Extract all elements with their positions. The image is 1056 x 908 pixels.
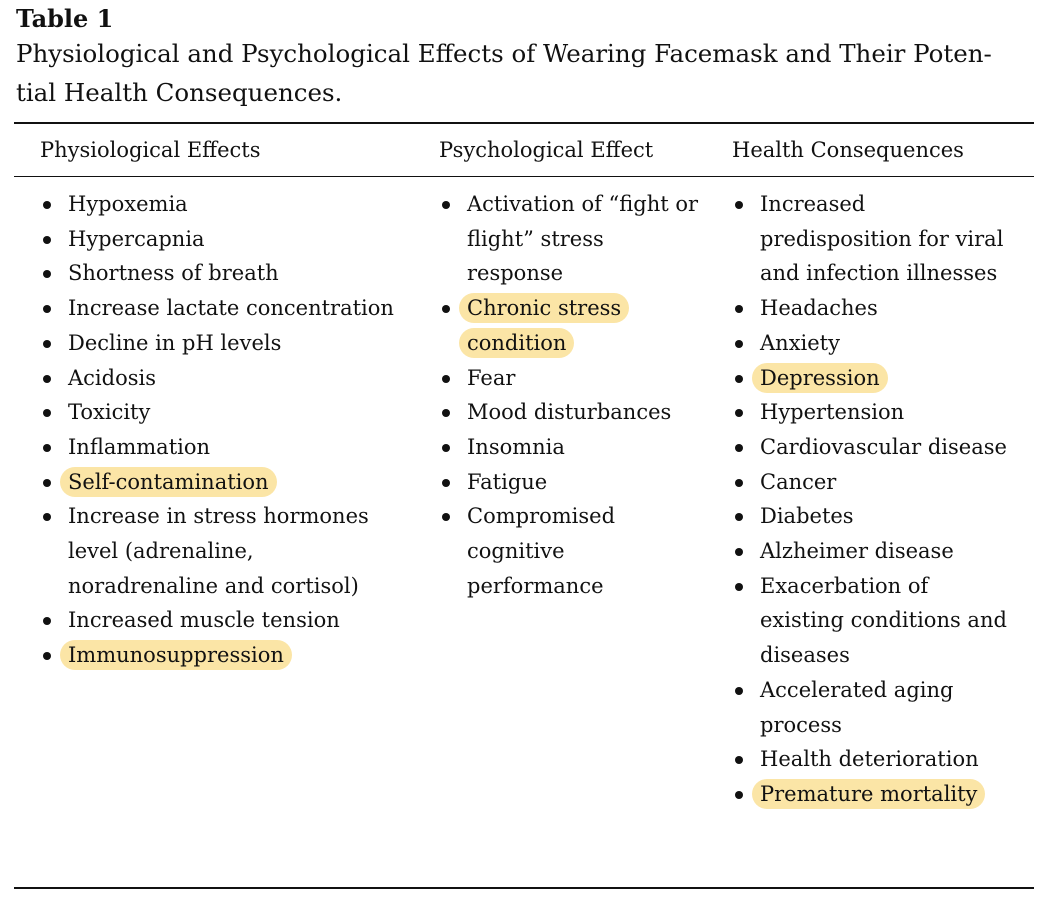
physiological-list-item [41,291,401,326]
header-health-consequences: Health Consequences [732,138,964,162]
item-text: Toxicity [68,400,151,425]
health-list-item [733,187,1018,291]
physiological-list-item [41,395,401,430]
item-text: Headaches [760,296,878,321]
item-text: Decline in pH levels [68,330,282,355]
health-list-item [733,499,1018,534]
health-list-item [733,465,1018,500]
health-list-item [733,395,1018,430]
psychological-list-item [440,187,700,291]
physiological-list-item [41,603,401,638]
health-consequences-list [733,187,1018,812]
item-text: Alzheimer disease [760,539,954,564]
header-psychological-effect: Psychological Effect [439,138,654,162]
item-text: Inflammation [68,434,211,459]
item-text: Increase lactate concentration [68,296,394,321]
psychological-list-item [440,291,700,360]
item-text: Health deterioration [760,747,979,772]
item-text: Hypoxemia [68,192,188,216]
health-list-item [733,291,1018,326]
table-caption [16,4,1046,112]
item-text: Activation of “fight or flight” stress response [467,192,699,286]
psychological-list-item [440,465,700,500]
highlighted-item-text: Self-contamination [60,467,277,497]
physiological-list-item [41,326,401,361]
table-title [16,34,1046,112]
item-text: Hypercapnia [68,226,205,251]
item-text: Fatigue [467,469,548,494]
table-header-rule [14,176,1034,177]
highlighted-item-text: Immunosuppression [60,640,292,670]
psychological-list-item [440,499,700,603]
item-text: Cardiovascular disease [760,434,1007,459]
health-list-item [733,777,1018,812]
physiological-list-item [41,465,401,500]
psychological-effect-list [440,187,700,603]
health-list-item [733,569,1018,673]
table-label: Table 1 [16,4,114,33]
item-text: Exacerbation of existing conditions and diseases [760,573,1007,668]
highlighted-item-text: Depression [752,363,888,393]
health-list-item [733,742,1018,777]
health-list-item [733,326,1018,361]
health-list-item [733,534,1018,569]
item-text: Increase in stress hormones level (adrenaline, noradrenaline and cortisol) [68,504,369,598]
physiological-list-item [41,187,401,222]
table-title-line-1: Physiological and Psychological Effects of Wearing Facemask and Their Poten- [16,39,992,68]
physiological-list-item [41,638,401,673]
item-text: Acidosis [68,365,156,390]
item-text: Increased predisposition for viral and infection illnesses [760,192,1004,286]
item-text: Compromised cognitive performance [467,504,616,598]
physiological-list-item [41,222,401,257]
psychological-list-item [440,361,700,396]
psychological-list-item [440,430,700,465]
item-text: Accelerated aging process [760,677,954,737]
physiological-list-item [41,430,401,465]
health-list-item [733,673,1018,742]
health-list-item [733,430,1018,465]
item-text: Insomnia [467,434,565,459]
item-text: Anxiety [760,330,840,355]
table-top-rule [14,122,1034,124]
highlighted-item-text: Chronic stress condition [459,293,629,358]
header-physiological-effects: Physiological Effects [40,138,261,162]
psychological-list-item [440,395,700,430]
physiological-effects-list [41,187,401,673]
item-text: Cancer [760,469,837,494]
table-title-line-2: tial Health Consequences. [16,78,343,107]
item-text: Mood disturbances [467,400,672,425]
physiological-list-item [41,499,401,603]
health-list-item [733,361,1018,396]
item-text: Diabetes [760,504,854,529]
item-text: Shortness of breath [68,261,279,286]
item-text: Hypertension [760,400,905,425]
physiological-list-item [41,256,401,291]
item-text: Increased muscle tension [68,608,340,633]
item-text: Fear [467,365,516,390]
highlighted-item-text: Premature mortality [752,779,985,809]
table-bottom-rule [14,887,1034,889]
physiological-list-item [41,361,401,396]
